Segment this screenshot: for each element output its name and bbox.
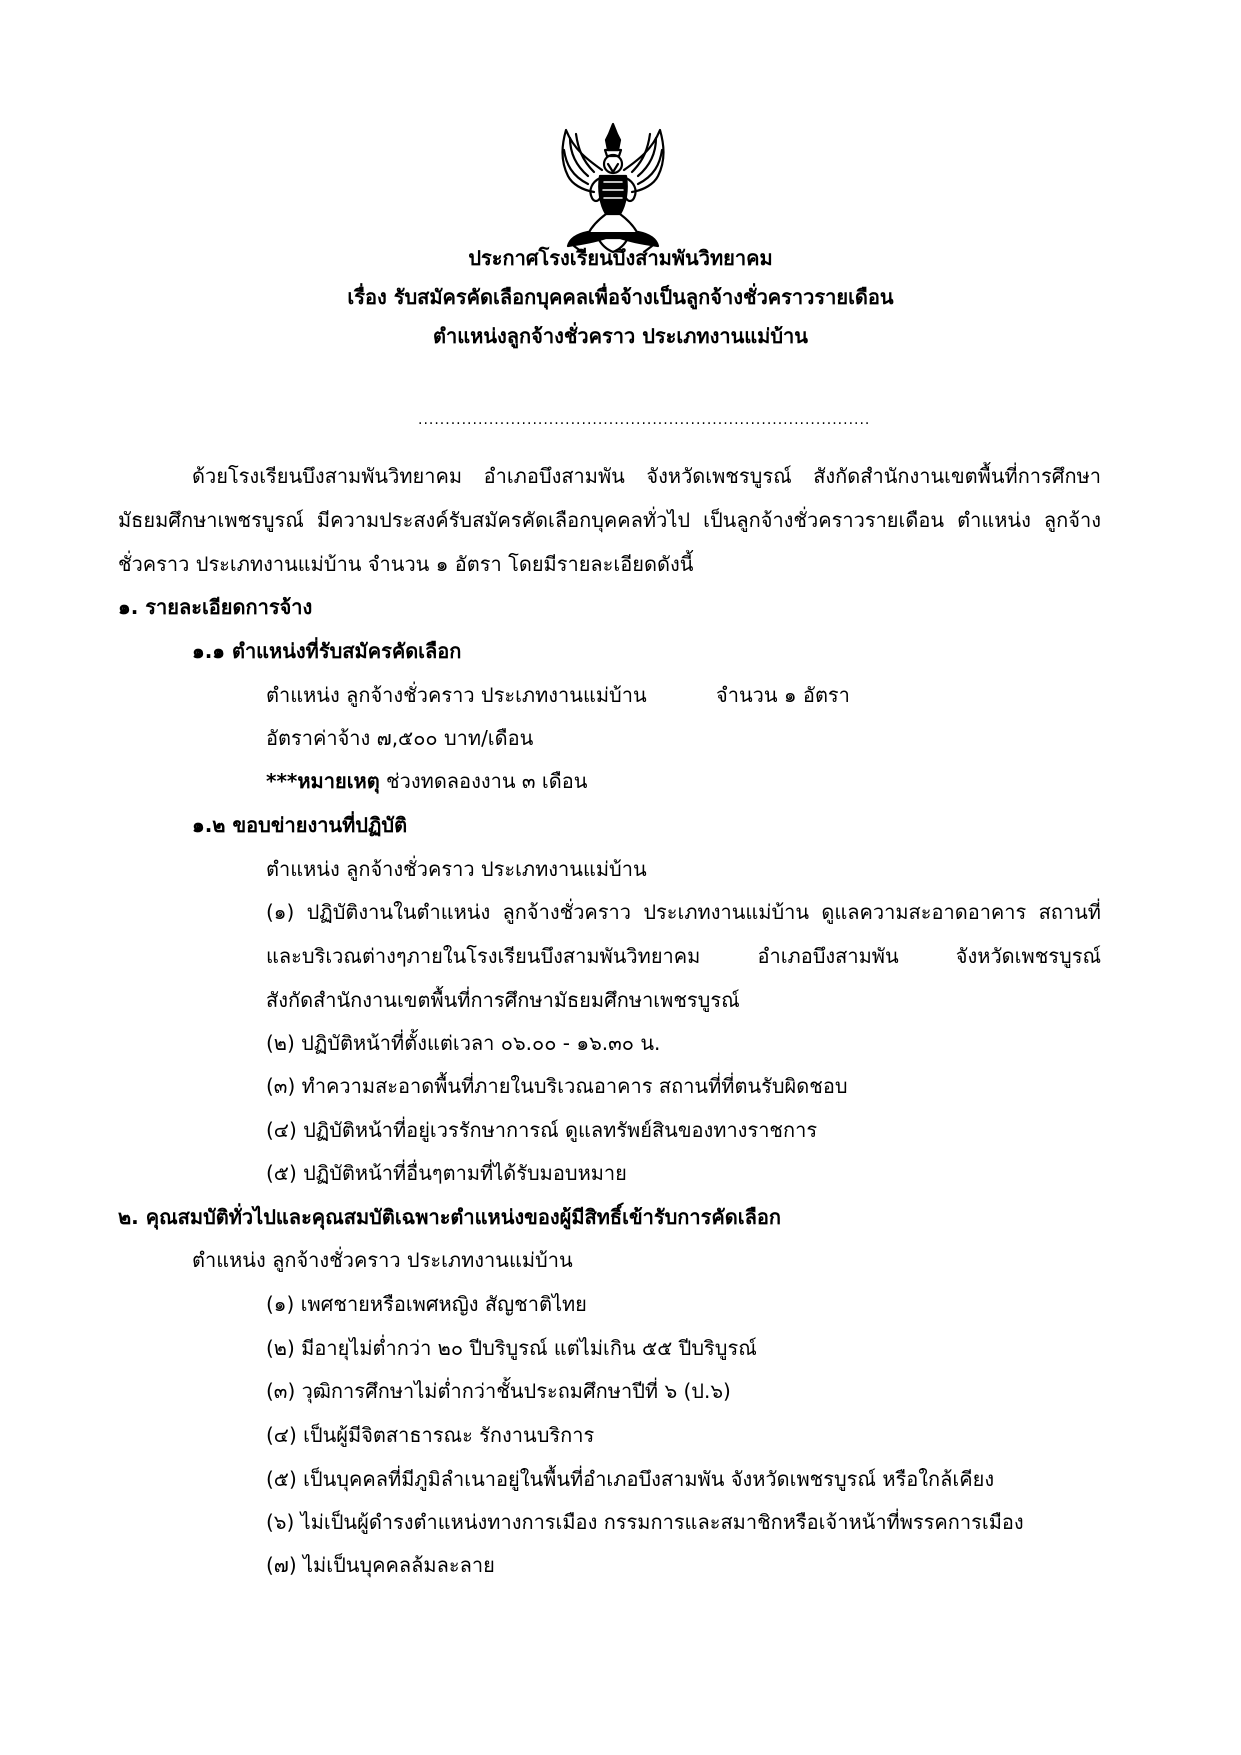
intro-line: ด้วยโรงเรียนบึงสามพันวิทยาคม อำเภอบึงสามพัน จังหวัดเพชรบูรณ์ สังกัดสำนักงานเขตพื้นที่การศึกษา (192, 464, 1101, 488)
qualification-item: (๒) มีอายุไม่ต่ำกว่า ๒๐ ปีบริบูรณ์ แต่ไม่เกิน ๕๕ ปีบริบูรณ์ (266, 1336, 757, 1360)
position-name: ตำแหน่ง ลูกจ้างชั่วคราว ประเภทงานแม่บ้าน (192, 1248, 573, 1272)
page-title: ประกาศโรงเรียนบึงสามพันวิทยาคม (468, 246, 773, 270)
qualification-item: (๑) เพศชายหรือเพศหญิง สัญชาติไทย (266, 1292, 587, 1316)
duty-item-continued: และบริเวณต่างๆภายในโรงเรียนบึงสามพันวิทยาคม อำเภอบึงสามพัน จังหวัดเพชรบูรณ์ (266, 944, 1101, 968)
note-text: ช่วงทดลองงาน ๓ เดือน (379, 769, 588, 793)
duty-item: (๓) ทำความสะอาดพื้นที่ภายในบริเวณอาคาร สถานที่ที่ตนรับผิดชอบ (266, 1074, 848, 1098)
duty-item-continued: สังกัดสำนักงานเขตพื้นที่การศึกษามัธยมศึกษาเพชรบูรณ์ (266, 988, 740, 1012)
qualification-item: (๓) วุฒิการศึกษาไม่ต่ำกว่าชั้นประถมศึกษาปีที่ ๖ (ป.๖) (266, 1379, 731, 1403)
qualification-item: (๗) ไม่เป็นบุคคลล้มละลาย (266, 1553, 495, 1577)
qualification-item: (๖) ไม่เป็นผู้ดำรงตำแหน่งทางการเมือง กรรมการและสมาชิกหรือเจ้าหน้าที่พรรคการเมือง (266, 1510, 1024, 1534)
subsection-heading: ๑.๑ ตำแหน่งที่รับสมัครคัดเลือก (192, 639, 462, 663)
duty-item: (๔) ปฏิบัติหน้าที่อยู่เวรรักษาการณ์ ดูแลทรัพย์สินของทางราชการ (266, 1118, 818, 1142)
duty-item: (๕) ปฏิบัติหน้าที่อื่นๆตามที่ได้รับมอบหมาย (266, 1161, 627, 1185)
position-count: จำนวน ๑ อัตรา (716, 683, 850, 707)
duty-item: (๑) ปฏิบัติงานในตำแหน่ง ลูกจ้างชั่วคราว ประเภทงานแม่บ้าน ดูแลความสะอาดอาคาร สถานที่ (266, 900, 1101, 924)
qualification-item: (๔) เป็นผู้มีจิตสาธารณะ รักงานบริการ (266, 1423, 595, 1447)
qualification-item: (๕) เป็นบุคคลที่มีภูมิลำเนาอยู่ในพื้นที่อำเภอบึงสามพัน จังหวัดเพชรบูรณ์ หรือใกล้เคียง (266, 1467, 995, 1491)
garuda-emblem-icon (548, 120, 678, 254)
note-label: ***หมายเหตุ (266, 769, 380, 793)
subsection-heading: ๑.๒ ขอบข่ายงานที่ปฏิบัติ (192, 813, 408, 837)
wage-rate: อัตราค่าจ้าง ๗,๕๐๐ บาท/เดือน (266, 726, 534, 750)
position-name: ตำแหน่ง ลูกจ้างชั่วคราว ประเภทงานแม่บ้าน (266, 857, 647, 881)
section-heading: ๑. รายละเอียดการจ้าง (118, 595, 313, 619)
probation-note (266, 767, 587, 795)
header-divider: ................................................................................... (418, 412, 871, 428)
intro-line: มัธยมศึกษาเพชรบูรณ์ มีความประสงค์รับสมัครคัดเลือกบุคคลทั่วไป เป็นลูกจ้างชั่วคราวรายเดือน ตำแหน่ง ลูกจ้าง (118, 508, 1101, 532)
duty-item: (๒) ปฏิบัติหน้าที่ตั้งแต่เวลา ๐๖.๐๐ - ๑๖.๓๐ น. (266, 1031, 661, 1055)
announcement-position: ตำแหน่งลูกจ้างชั่วคราว ประเภทงานแม่บ้าน (433, 324, 808, 348)
position-name: ตำแหน่ง ลูกจ้างชั่วคราว ประเภทงานแม่บ้าน (266, 683, 647, 707)
announcement-subject: เรื่อง รับสมัครคัดเลือกบุคคลเพื่อจ้างเป็นลูกจ้างชั่วคราวรายเดือน (347, 285, 894, 309)
intro-line: ชั่วคราว ประเภทงานแม่บ้าน จำนวน ๑ อัตรา โดยมีรายละเอียดดังนี้ (118, 552, 694, 576)
section-heading: ๒. คุณสมบัติทั่วไปและคุณสมบัติเฉพาะตำแหน่งของผู้มีสิทธิ์เข้ารับการคัดเลือก (118, 1205, 781, 1229)
